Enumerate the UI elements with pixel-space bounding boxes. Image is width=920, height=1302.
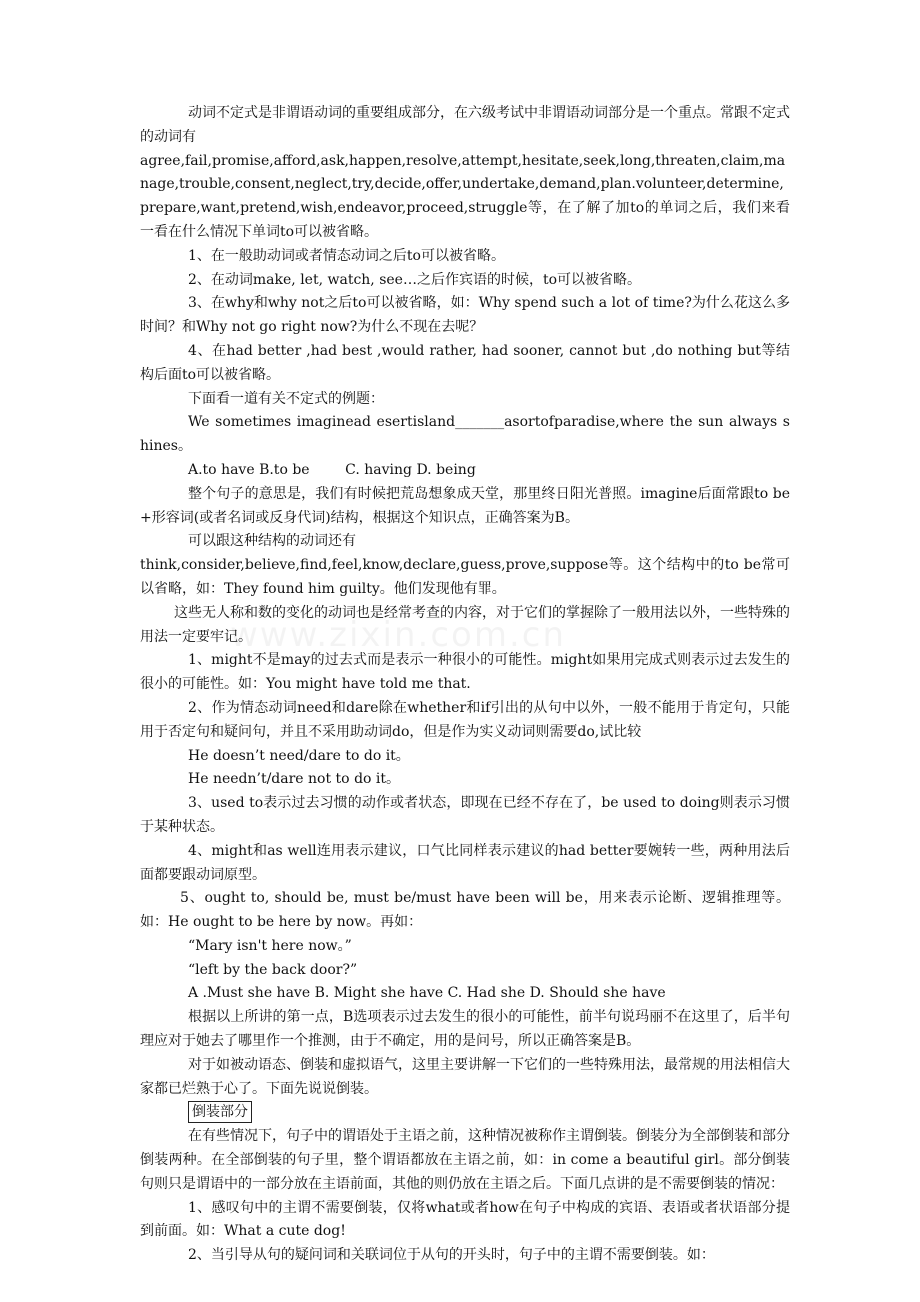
paragraph: 可以跟这种结构的动词还有 [188,533,356,550]
paragraph: 下面看一道有关不定式的例题： [188,390,384,407]
paragraph: 4、might和as well连用表示建议，口气比同样表示建议的had better要婉转一些，两种用法后面都要跟动词原型。 [140,842,790,883]
paragraph: 在有些情况下，句子中的谓语处于主语之前，这种情况被称作主谓倒装。倒装分为全部倒装和部分倒装两种。在全部倒装的句子里，整个谓语都放在主语之前，如：in come a beautiful girl。部分倒装句则只是谓语中的一部分放在主语前面，其他的则仍放在主语之后。下面几点讲的是不需要倒装的情况： [140,1128,790,1192]
answer-options: A .Must she have B. Might she have C. Had she D. Should she have [188,985,666,1002]
paragraph: 整个句子的意思是，我们有时候把荒岛想象成天堂，那里终日阳光普照。imagine后面常跟to be+形容词(或者名词或反身代词)结构，根据这个知识点，正确答案为B。 [140,485,790,526]
paragraph: 1、might不是may的过去式而是表示一种很小的可能性。might如果用完成式则表示过去发生的很小的可能性。如：You might have told me that. [140,652,790,693]
paragraph: 4、在had better ,had best ,would rather, had sooner, cannot but ,do nothing but等结构后面to可以被省略。 [140,342,790,383]
paragraph: 1、感叹句中的主谓不需要倒装，仅将what或者how在句子中构成的宾语、表语或者状语部分提到前面。如：What a cute dog! [140,1199,790,1240]
example-sentence: “left by the back door?” [188,961,358,978]
paragraph: think,consider,believe,find,feel,know,declare,guess,prove,suppose等。这个结构中的to be常可以省略，如：They found him guilty。他们发现他有罪。 [140,557,790,597]
paragraph: agree,fail,promise,afford,ask,happen,resolve,attempt,hesitate,seek,long,threaten,claim,manage,trouble,consent,neglect,try,decide,offer,undertake,demand,plan.volunteer,determine,prepare,want,pretend,wish,endeavor,proceed,struggle等，在了解了加to的单词之后，我们来看一看在什么情况下单词to可以被省略。 [140,152,790,240]
paragraph: 3、used to表示过去习惯的动作或者状态，即现在已经不存在了，be used to doing则表示习惯于某种状态。 [140,795,790,835]
example-question: We sometimes imaginead esertisland_______asortofparadise,where the sun always shines。 [140,414,790,455]
paragraph: 2、当引导从句的疑问词和关联词位于从句的开头时，句子中的主谓不需要倒装。如： [188,1247,715,1264]
paragraph: 这些无人称和数的变化的动词也是经常考查的内容，对于它们的掌握除了一般用法以外，一些特殊的用法一定要牢记。 [140,604,790,645]
answer-options: A.to have B.to be C. having D. being [188,461,476,478]
example-sentence: He doesn’t need/dare to do it。 [188,747,410,764]
paragraph: 2、在动词make, let, watch, see…之后作宾语的时候，to可以被省略。 [188,271,642,288]
paragraph: 根据以上所讲的第一点，B选项表示过去发生的很小的可能性，前半句说玛丽不在这里了，后半句理应对于她去了哪里作一个推测，由于不确定，用的是问号，所以正确答案是B。 [140,1009,790,1050]
paragraph: 1、在一般助动词或者情态动词之后to可以被省略。 [188,247,505,264]
section-heading-box [140,1101,790,1125]
paragraph: 2、作为情态动词need和dare除在whether和if引出的从句中以外，一般不能用于肯定句，只能用于否定句和疑问句，并且不采用助动词do，但是作为实义动词则需要do,试比较 [140,699,790,740]
document-body [140,102,790,1268]
section-heading: 倒装部分 [188,1101,252,1123]
paragraph: 5、ought to, should be, must be/must have been will be，用来表示论断、逻辑推理等。如：He ought to be here by now。再如： [140,890,790,931]
paragraph: 动词不定式是非谓语动词的重要组成部分，在六级考试中非谓语动词部分是一个重点。常跟不定式的动词有 [140,105,790,145]
example-sentence: “Mary isn't here now。” [188,937,352,954]
example-sentence: He needn’t/dare not to do it。 [188,771,401,788]
paragraph: 对于如被动语态、倒装和虚拟语气，这里主要讲解一下它们的一些特殊用法，最常规的用法相信大家都已烂熟于心了。下面先说说倒装。 [140,1056,790,1097]
paragraph: 3、在why和why not之后to可以被省略，如：Why spend such a lot of time?为什么花这么多时间？和Why not go right now?为什么不现在去呢？ [140,295,790,336]
